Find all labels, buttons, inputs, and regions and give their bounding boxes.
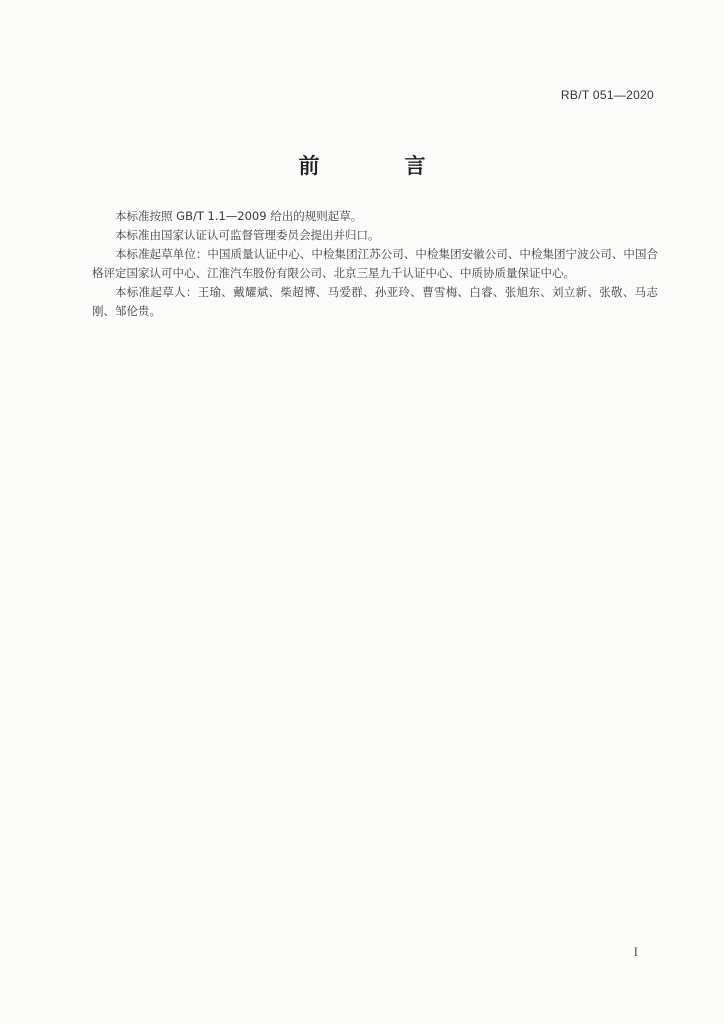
standard-code: RB/T 051—2020 [560, 88, 654, 102]
foreword-body [92, 207, 658, 321]
page-title: 前 言 [298, 154, 458, 178]
proposer-paragraph: 本标准由国家认证认可监督管理委员会提出并归口。 [115, 228, 380, 242]
drafters-paragraph: 本标准起草人：王瑜、戴耀斌、柴超博、马爱群、孙亚玲、曹雪梅、白睿、张旭东、刘立新、张敬、马志刚、邹伦贵。 [92, 285, 658, 318]
page-number: I [633, 944, 638, 959]
drafting-rules-paragraph: 本标准按照 GB/T 1.1—2009 给出的规则起草。 [115, 209, 363, 223]
drafting-units-paragraph: 本标准起草单位：中国质量认证中心、中检集团江苏公司、中检集团安徽公司、中检集团宁波公司、中国合格评定国家认可中心、江淮汽车股份有限公司、北京三星九千认证中心、中质协质量保证中心。 [92, 247, 658, 280]
